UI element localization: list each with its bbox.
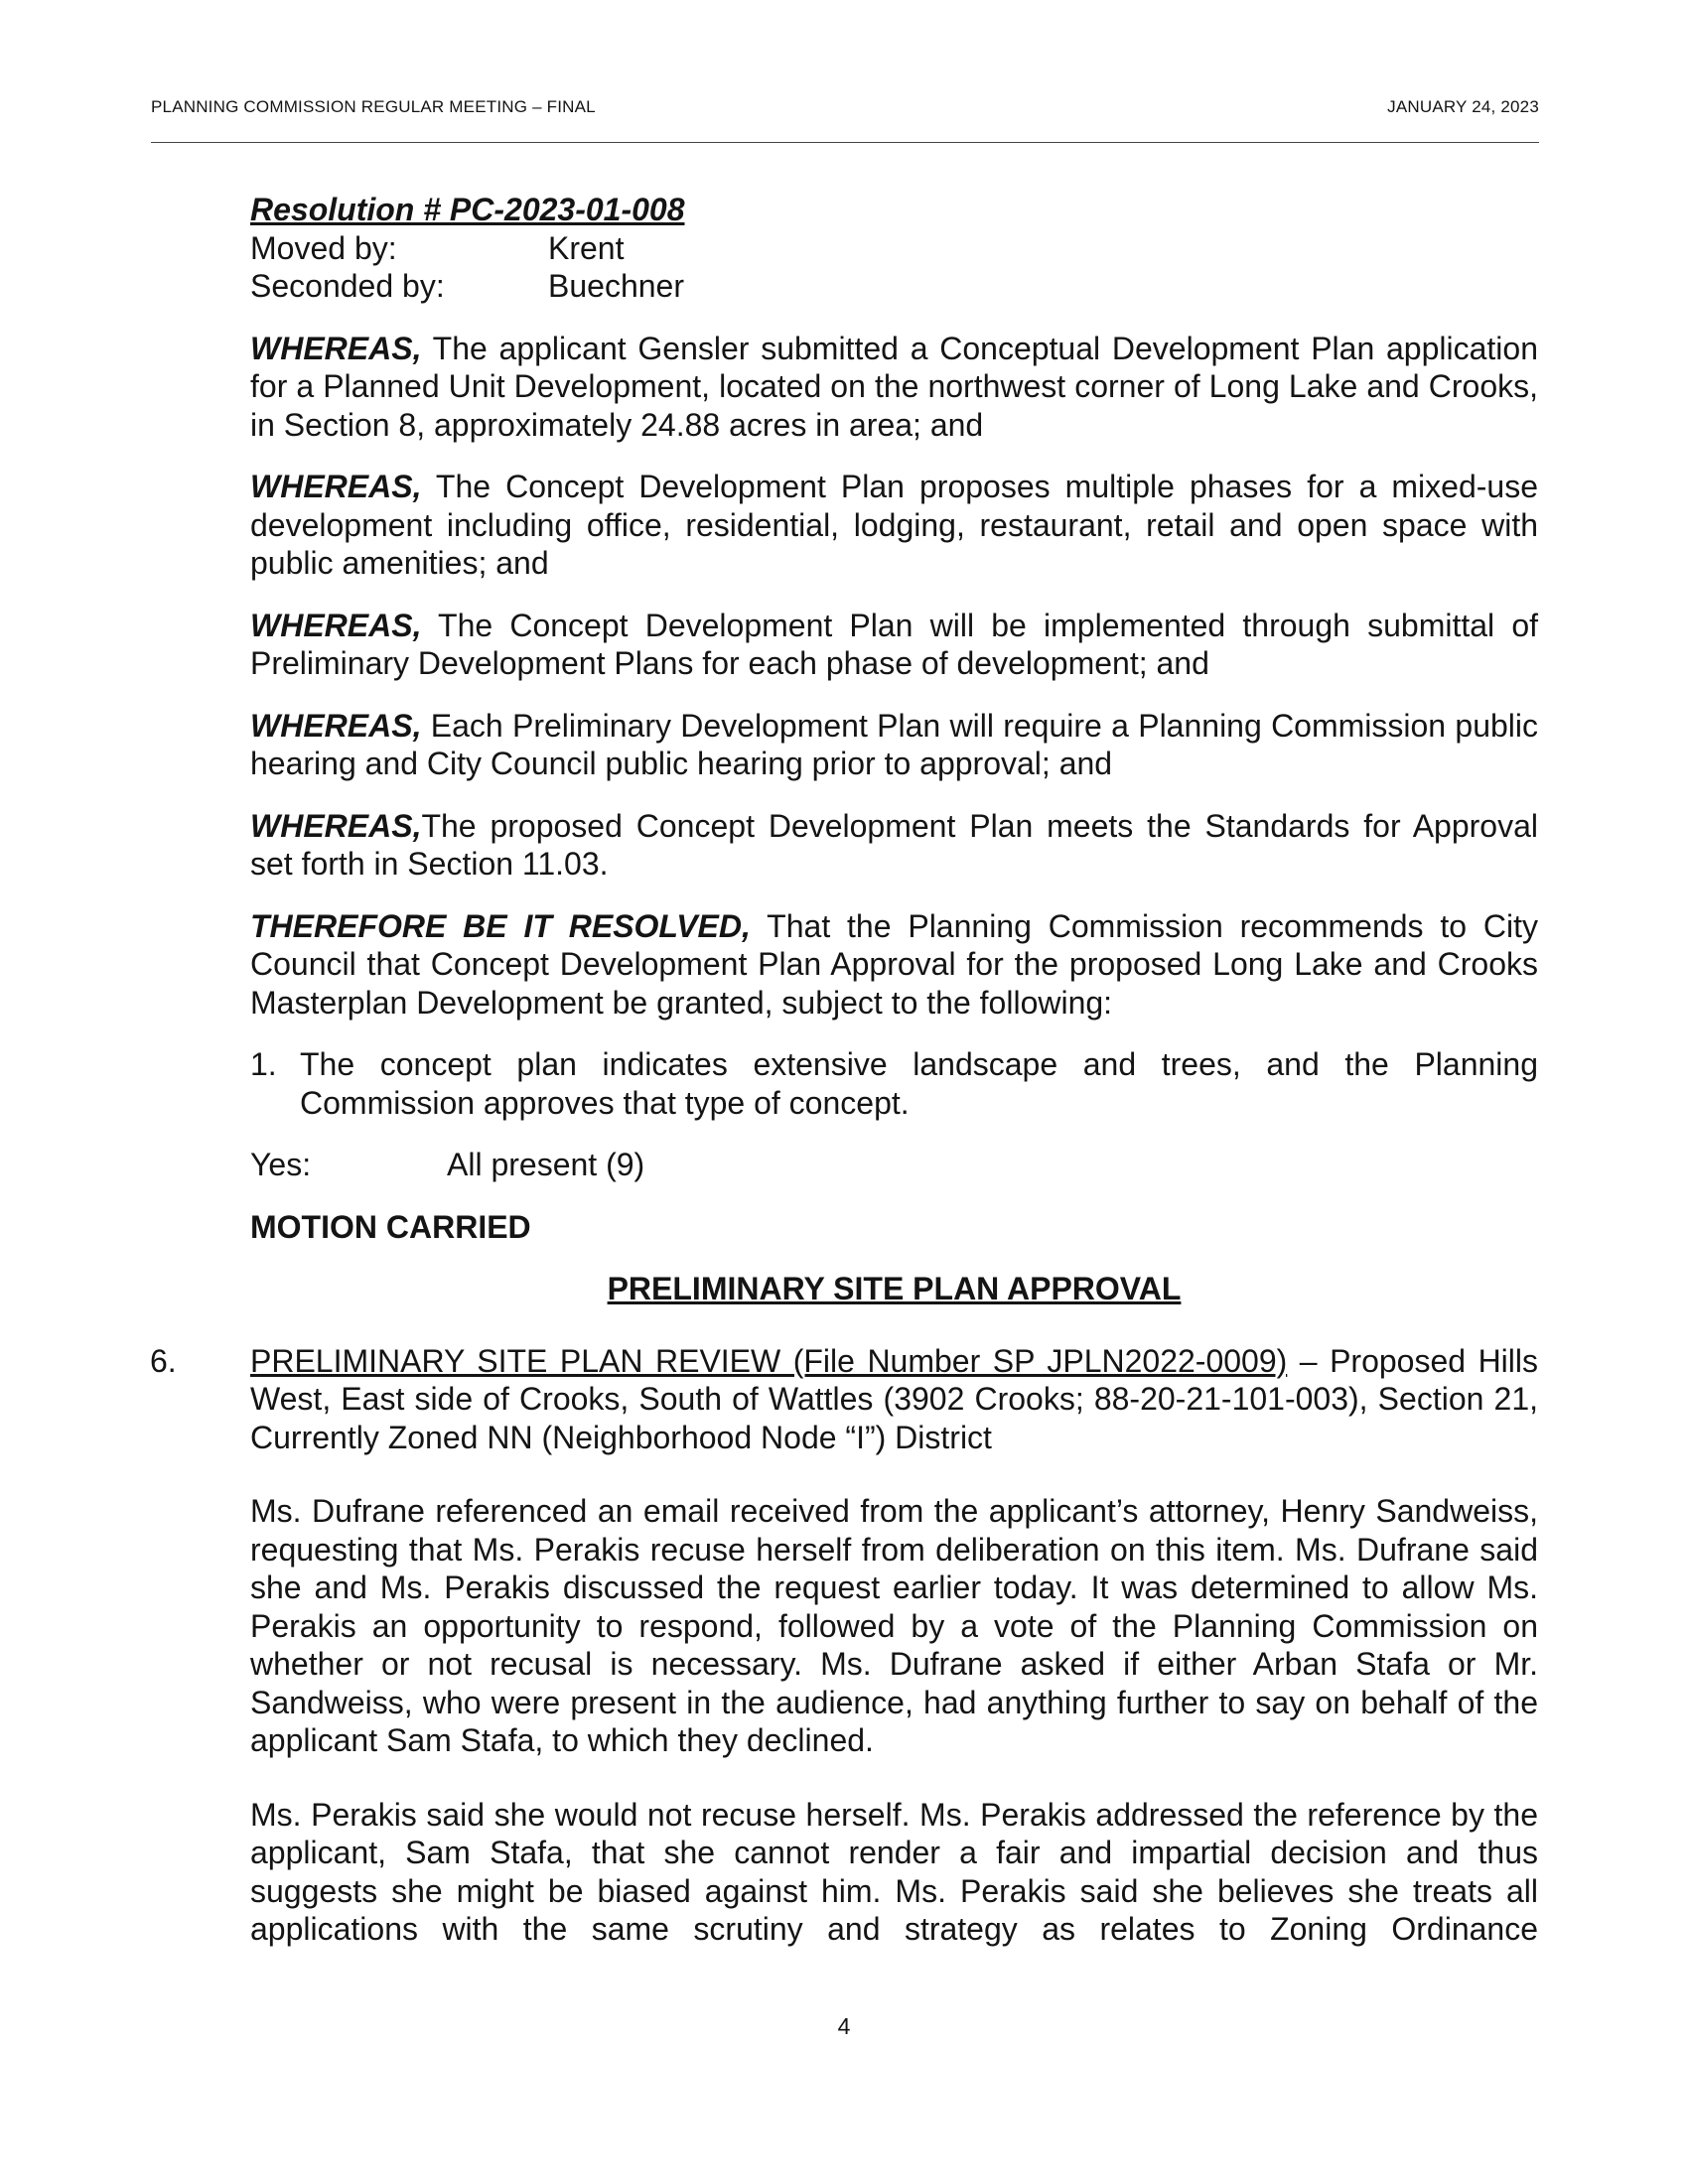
motion-result: MOTION CARRIED: [250, 1208, 531, 1245]
moved-by-label: Moved by:: [250, 229, 397, 266]
agenda-item-description: – Proposed Hills West, East side of Crooks, South of Wattles (3902 Crooks; 88-20-21-101-003), Section 21, Currently Zoned NN (Neighborhood Node “I”) District: [250, 1342, 1539, 1455]
vote-value: All present (9): [447, 1147, 645, 1182]
agenda-item-6: [150, 1342, 1539, 1457]
agenda-item-title: PRELIMINARY SITE PLAN REVIEW (File Number SP JPLN2022-0009): [250, 1342, 1288, 1379]
whereas-keyword: WHEREAS,: [250, 469, 422, 504]
vote-label: Yes:: [250, 1147, 312, 1182]
whereas-paragraph: [250, 607, 1538, 683]
moved-by-value: Krent: [548, 229, 625, 266]
moved-by-row: [250, 229, 1538, 268]
whereas-paragraph: [250, 707, 1538, 783]
whereas-keyword: WHEREAS,: [250, 807, 422, 844]
therefore-keyword: THEREFORE BE IT RESOLVED,: [250, 907, 751, 944]
section-heading: PRELIMINARY SITE PLAN APPROVAL: [607, 1271, 1182, 1306]
whereas-keyword: WHEREAS,: [250, 607, 422, 643]
header-rule: [151, 142, 1539, 143]
body-paragraph: Ms. Dufrane referenced an email received from the applicant’s attorney, Henry Sandweiss, requesting that Ms. Perakis recuse herself from deliberation on this item. Ms. Dufrane said she and Ms. Perakis discussed the request earlier today. It was determined to allow Ms. Perakis an opportunity to respond, followed by a vote of the Planning Commission on whether or not recusal is necessary. Ms. Dufrane asked if either Arban Stafa or Mr. Sandweiss, who were present in the audience, had anything further to say on behalf of the applicant Sam Stafa, to which they declined.: [250, 1493, 1538, 1758]
body-paragraph: Ms. Perakis said she would not recuse herself. Ms. Perakis addressed the reference by the applicant, Sam Stafa, that she cannot render a fair and impartial decision and thus suggests she might be biased against him. Ms. Perakis said she believes she treats all applications with the same scrutiny and strategy as relates to Zoning Ordinance: [250, 1796, 1538, 1947]
seconded-by-label: Seconded by:: [250, 268, 445, 304]
condition-number: 1.: [250, 1046, 277, 1082]
resolution-title: Resolution # PC-2023-01-008: [250, 192, 685, 227]
condition-text: The concept plan indicates extensive landscape and trees, and the Planning Commission approves that type of concept.: [300, 1046, 1538, 1121]
header-date: JANUARY 24, 2023: [1387, 97, 1539, 116]
whereas-paragraph: [250, 807, 1538, 884]
whereas-keyword: WHEREAS,: [250, 330, 422, 366]
header-title: PLANNING COMMISSION REGULAR MEETING – FINAL: [151, 97, 596, 116]
therefore-text: That the Planning Commission recommends to City Council that Concept Development Plan Approval for the proposed Long Lake and Crooks Masterplan Development be granted, subject to the following:: [250, 907, 1539, 1021]
whereas-text: The Concept Development Plan will be implemented through submittal of Preliminary Development Plans for each phase of development; and: [250, 607, 1539, 681]
whereas-text: The Concept Development Plan proposes multiple phases for a mixed-use development including office, residential, lodging, restaurant, retail and open space with public amenities; and: [250, 469, 1539, 581]
whereas-text: The applicant Gensler submitted a Conceptual Development Plan application for a Planned Unit Development, located on the northwest corner of Long Lake and Crooks, in Section 8, approximately 24.88 acres in area; and: [250, 330, 1539, 443]
page-header: [151, 97, 1539, 117]
whereas-paragraph: [250, 468, 1538, 583]
whereas-keyword: WHEREAS,: [250, 707, 422, 744]
vote-row: [250, 1146, 1538, 1184]
page-number: 4: [837, 2013, 851, 2039]
seconded-by-value: Buechner: [548, 268, 684, 304]
whereas-text: The proposed Concept Development Plan meets the Standards for Approval set forth in Section 11.03.: [250, 807, 1538, 882]
page-content: [150, 191, 1539, 1949]
whereas-text: Each Preliminary Development Plan will require a Planning Commission public hearing and City Council public hearing prior to approval; and: [250, 707, 1539, 781]
whereas-paragraph: [250, 330, 1538, 445]
condition-item: [250, 1045, 1538, 1122]
seconded-by-row: [250, 267, 1538, 306]
therefore-paragraph: [250, 907, 1538, 1023]
agenda-item-number: 6.: [150, 1342, 177, 1379]
